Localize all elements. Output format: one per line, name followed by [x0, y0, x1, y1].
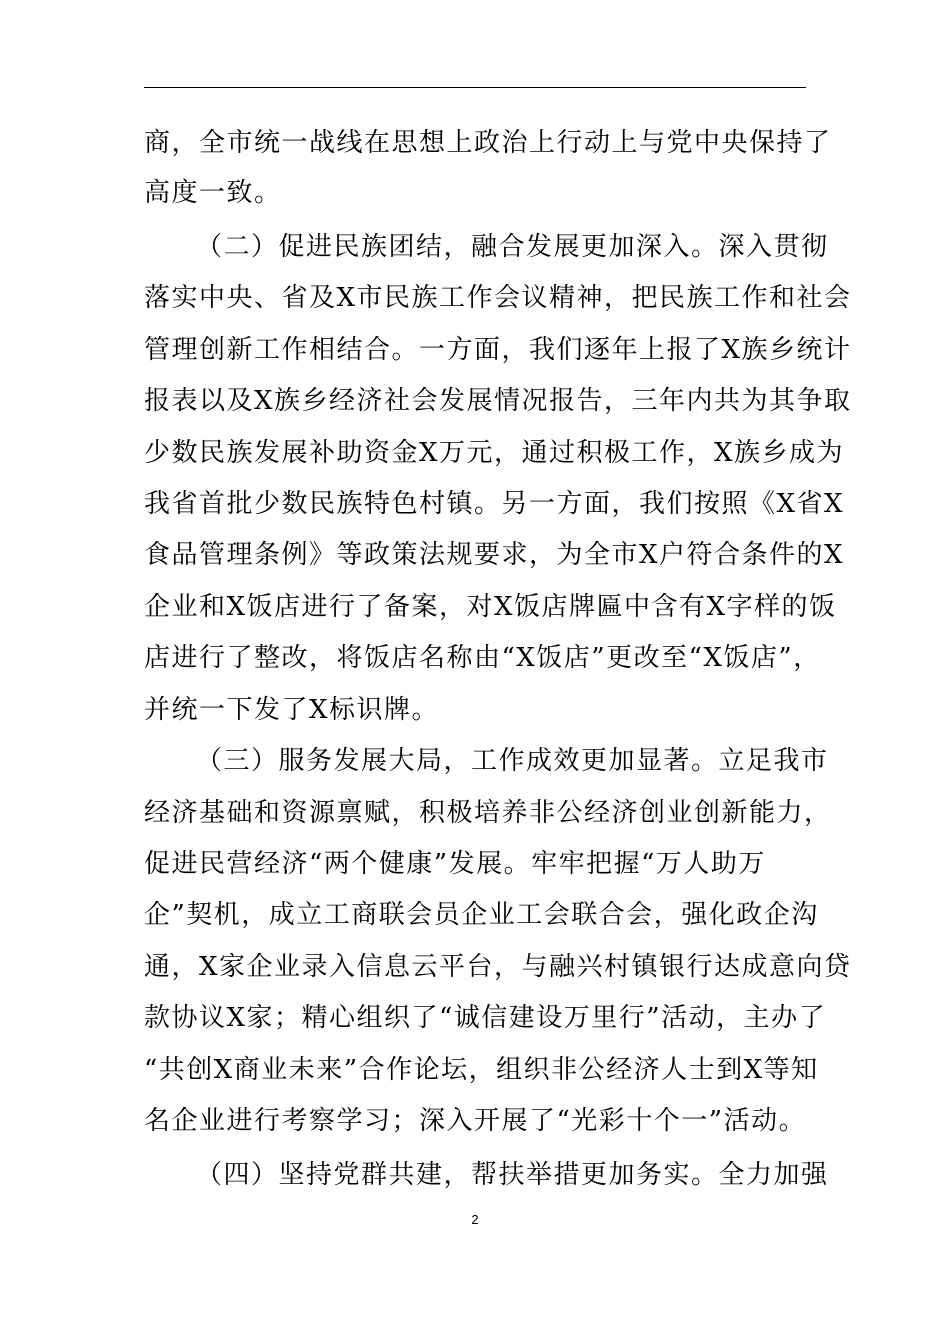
text-line: 报表以及X族乡经济社会发展情况报告，三年内共为其争取	[144, 386, 852, 416]
text-line: 高度一致。	[144, 178, 282, 208]
text-line: 企业和X饭店进行了备案，对X饭店牌匾中含有X字样的饭	[144, 592, 837, 622]
paragraph-heading-line: （四）坚持党群共建，帮扶举措更加务实。全力加强	[196, 1160, 829, 1190]
text-line: 管理创新工作相结合。一方面，我们逐年上报了X族乡统计	[144, 335, 852, 365]
text-line: 促进民营经济“两个健康”发展。牢牢把握“万人助万	[144, 849, 766, 879]
text-line: 通，X家企业录入信息云平台，与融兴村镇银行达成意向贷	[144, 952, 852, 982]
header-rule	[144, 87, 806, 88]
text-line: 商，全市统一战线在思想上政治上行动上与党中央保持了	[144, 128, 832, 158]
text-line: 名企业进行考察学习；深入开展了“光彩十个一”活动。	[144, 1106, 807, 1136]
text-line: 食品管理条例》等政策法规要求，为全市X户符合条件的X	[144, 540, 845, 570]
text-line: 并统一下发了X标识牌。	[144, 695, 440, 725]
text-line: 落实中央、省及X市民族工作会议精神，把民族工作和社会	[144, 283, 852, 313]
text-line: 我省首批少数民族特色村镇。另一方面，我们按照《X省X	[144, 489, 845, 519]
paragraph-heading-line: （二）促进民族团结，融合发展更加深入。深入贯彻	[196, 232, 829, 262]
page-number: 2	[471, 1212, 479, 1227]
text-line: 企”契机，成立工商联会员企业工会联合会，强化政企沟	[144, 900, 819, 930]
paragraph-heading-line: （三）服务发展大局，工作成效更加显著。立足我市	[196, 746, 829, 776]
text-line: 少数民族发展补助资金X万元，通过积极工作，X族乡成为	[144, 438, 845, 468]
text-line: 款协议X家；精心组织了“诚信建设万里行”活动，主办了	[144, 1003, 827, 1033]
text-line: 店进行了整改，将饭店名称由“X饭店”更改至“X饭店”，	[144, 643, 821, 673]
text-line: 经济基础和资源禀赋，积极培养非公经济创业创新能力，	[144, 798, 832, 828]
text-line: “共创X商业未来”合作论坛，组织非公经济人士到X等知	[144, 1055, 819, 1085]
